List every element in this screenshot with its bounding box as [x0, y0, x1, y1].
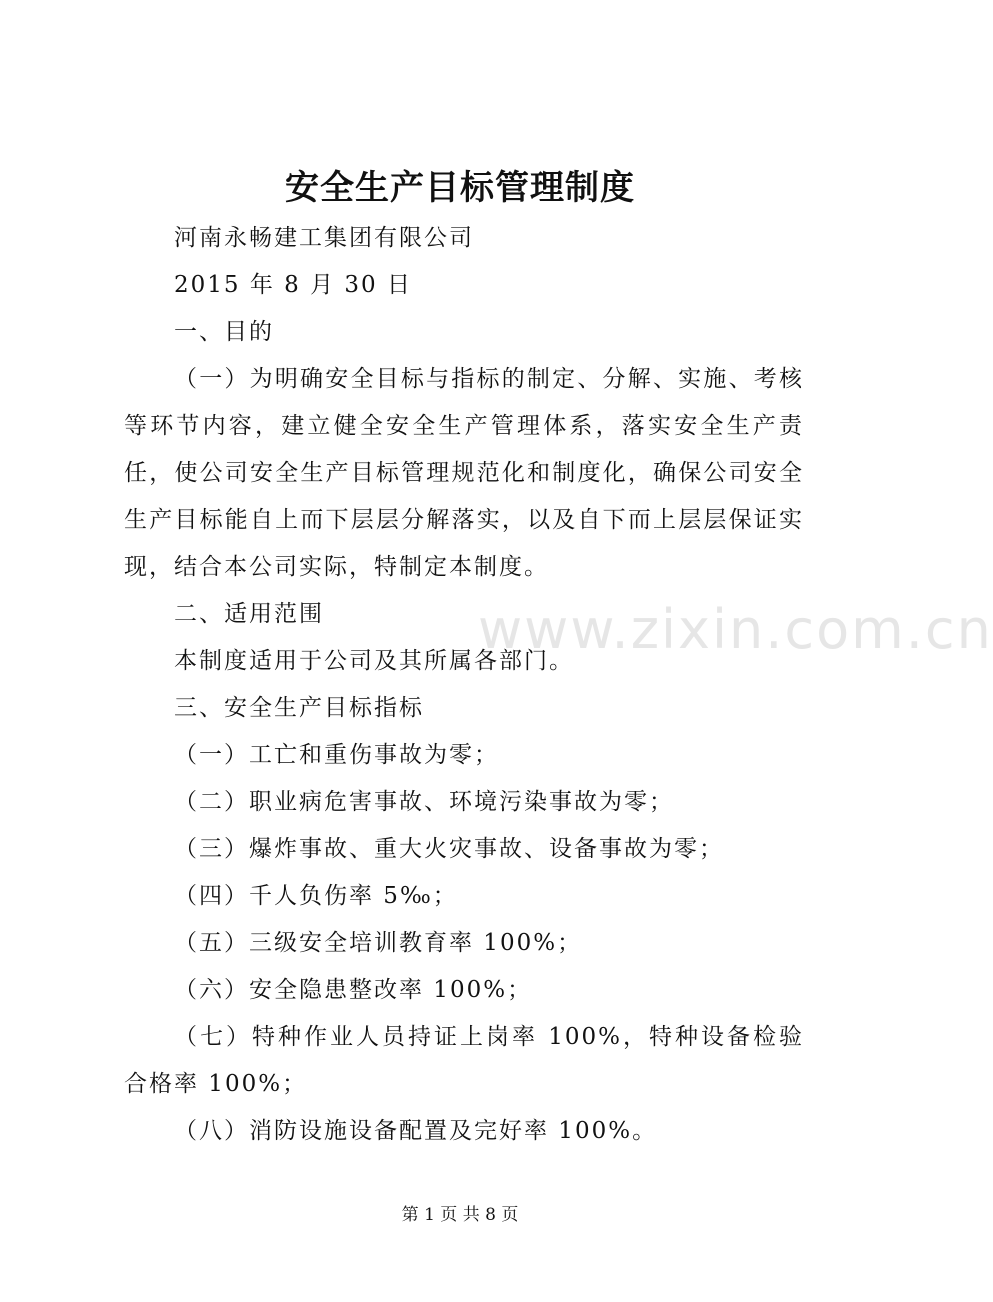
target-item: （二）职业病危害事故、环境污染事故为零；: [174, 789, 674, 815]
target-item: （五）三级安全培训教育率 100%；: [174, 930, 583, 956]
company-name: 河南永畅建工集团有限公司: [174, 225, 474, 251]
target-item: （四）千人负伤率 5‰；: [174, 883, 458, 909]
watermark: www.zixin.com.cn: [478, 598, 993, 661]
section-heading-scope: 二、适用范围: [174, 601, 324, 627]
scope-paragraph: 本制度适用于公司及其所属各部门。: [174, 648, 574, 674]
target-item: （三）爆炸事故、重大火灾事故、设备事故为零；: [174, 836, 724, 862]
document-title: 安全生产目标管理制度: [285, 168, 635, 208]
page-footer: 第 1 页 共 8 页: [401, 1205, 519, 1225]
target-item: （一）工亡和重伤事故为零；: [174, 742, 499, 768]
section-heading-targets: 三、安全生产目标指标: [174, 695, 424, 721]
section-heading-purpose: 一、目的: [174, 319, 274, 345]
target-item: （七）特种作业人员持证上岗率 100%，特种设备检验合格率 100%；: [124, 1024, 804, 1097]
target-item: （六）安全隐患整改率 100%；: [174, 977, 533, 1003]
document-body: [124, 215, 804, 1155]
target-item: （八）消防设施设备配置及完好率 100%。: [174, 1118, 658, 1144]
document-date: 2015 年 8 月 30 日: [174, 272, 412, 298]
purpose-paragraph: （一）为明确安全目标与指标的制定、分解、实施、考核等环节内容，建立健全安全生产管理体系，落实安全生产责任，使公司安全生产目标管理规范化和制度化，确保公司安全生产目标能自上而下层层分解落实，以及自下而上层层保证实现，结合本公司实际，特制定本制度。: [124, 366, 804, 580]
